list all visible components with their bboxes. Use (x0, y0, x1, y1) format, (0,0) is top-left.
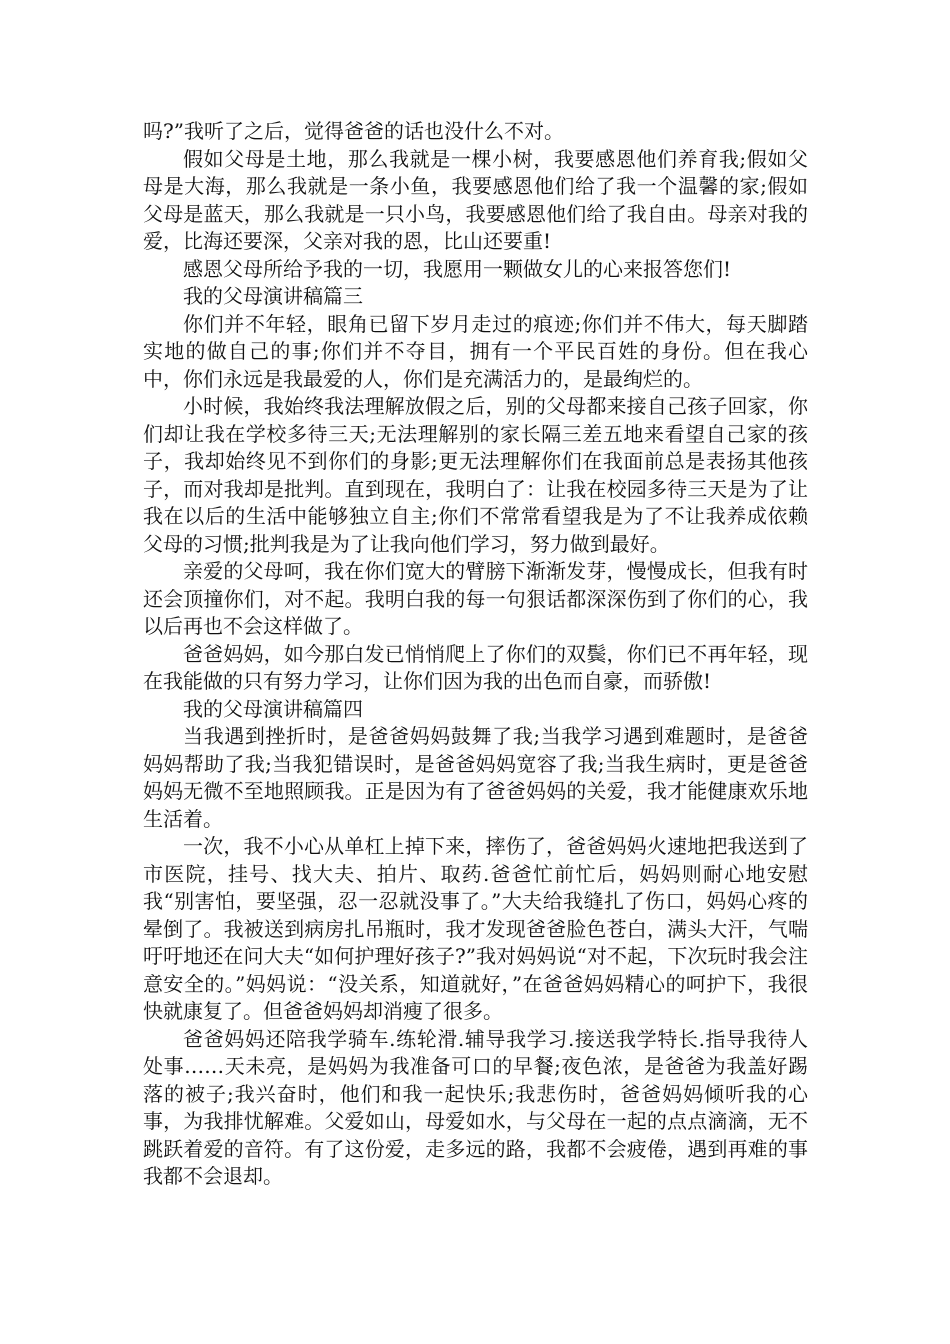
document-body (143, 118, 808, 1191)
paragraph-white-hair: 爸爸妈妈，如今那白发已悄悄爬上了你们的双鬓，你们已不再年轻，现在我能做的只有努力学习，让你们因为我的出色而自豪，而骄傲! (143, 641, 808, 693)
paragraph-daily-care: 爸爸妈妈还陪我学骑车.练轮滑.辅导我学习.接送我学特长.指导我待人处事……天未亮，是妈妈为我准备可口的早餐;夜色浓，是爸爸为我盖好踢落的被子;我兴奋时，他们和我一起快乐;我悲伤时，爸爸妈妈倾听我的心事，为我排忧解难。父爱如山，母爱如水，与父母在一起的点点滴滴，无不跳跃着爱的音符。有了这份爱，走多远的路，我都不会疲倦，遇到再难的事我都不会退却。 (143, 1026, 808, 1188)
paragraph-gratitude-closing: 感恩父母所给予我的一切，我愿用一颗做女儿的心来报答您们! (183, 256, 732, 281)
paragraph-continued: 吗?”我听了之后，觉得爸爸的话也没什么不对。 (143, 119, 564, 143)
paragraph-parents-not-young: 你们并不年轻，眼角已留下岁月走过的痕迹;你们并不伟大，每天脚踏实地的做自己的事;你们并不夺目，拥有一个平民百姓的身份。但在我心中，你们永远是我最爱的人，你们是充满活力的，是最绚烂的。 (143, 311, 808, 391)
section-heading-three: 我的父母演讲稿篇三 (183, 284, 363, 308)
paragraph-childhood: 小时候，我始终我法理解放假之后，别的父母都来接自己孩子回家，你们却让我在学校多待三天;无法理解别的家长隔三差五地来看望自己家的孩子，我却始终见不到你们的身影;更无法理解你们在我面前总是表扬其他孩子，而对我却是批判。直到现在，我明白了：让我在校园多待三天是为了让我在以后的生活中能够独立自主;你们不常常看望我是为了不让我养成依赖父母的习惯;批判我是为了让我向他们学习，努力做到最好。 (143, 394, 808, 556)
paragraph-dear-parents: 亲爱的父母呵，我在你们宽大的臂膀下渐渐发芽，慢慢成长，但我有时还会顶撞你们，对不起。我明白我的每一句狠话都深深伤到了你们的心，我以后再也不会这样做了。 (143, 559, 808, 638)
paragraph-hospital-story: 一次，我不小心从单杠上掉下来，摔伤了，爸爸妈妈火速地把我送到了市医院，挂号、找大夫、拍片、取药.爸爸忙前忙后，妈妈则耐心地安慰我“别害怕，要坚强，忍一忍就没事了。”大夫给我缝扎了伤口，妈妈心疼的晕倒了。我被送到病房扎吊瓶时，我才发现爸爸脸色苍白，满头大汗，气喘吁吁地还在问大夫“如何护理好孩子?”我对妈妈说“对不起，下次玩时我会注意安全的。”妈妈说：“没关系，知道就好，”在爸爸妈妈精心的呵护下，我很快就康复了。但爸爸妈妈却消瘦了很多。 (143, 834, 808, 1023)
section-heading-four: 我的父母演讲稿篇四 (183, 696, 363, 721)
paragraph-gratitude-metaphor: 假如父母是土地，那么我就是一棵小树，我要感恩他们养育我;假如父母是大海，那么我就是一条小鱼，我要感恩他们给了我一个温馨的家;假如父母是蓝天，那么我就是一只小鸟，我要感恩他们给了我自由。母亲对我的爱，比海还要深，父亲对我的恩，比山还要重! (143, 146, 808, 253)
paragraph-setbacks: 当我遇到挫折时，是爸爸妈妈鼓舞了我;当我学习遇到难题时，是爸爸妈妈帮助了我;当我犯错误时，是爸爸妈妈宽容了我;当我生病时，更是爸爸妈妈无微不至地照顾我。正是因为有了爸爸妈妈的关爱，我才能健康欢乐地生活着。 (143, 724, 808, 831)
